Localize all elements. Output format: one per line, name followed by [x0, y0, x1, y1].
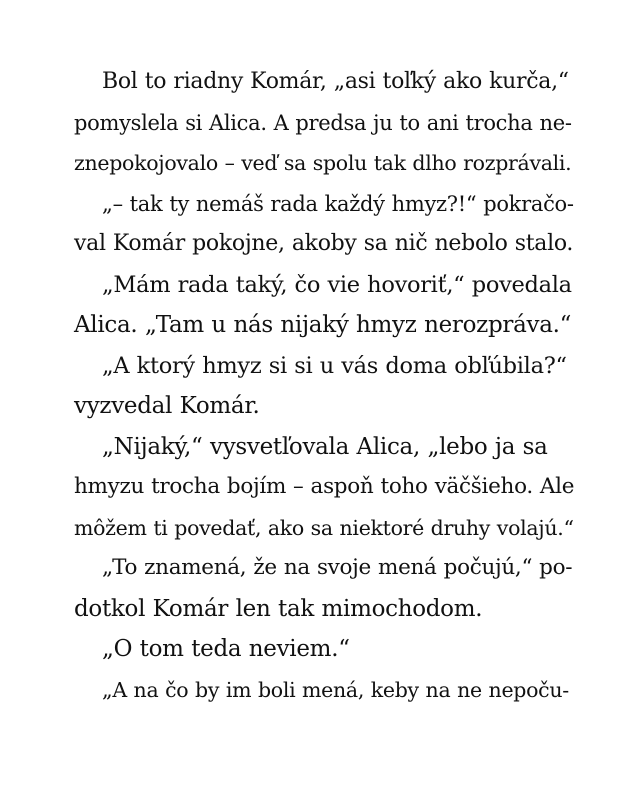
text-line-7: Alica. „Tam u nás nijaký hmyz nerozpráva.“	[74, 312, 572, 338]
text-line-12: môžem ti povedať, ako sa niektoré druhy volajú.“	[74, 515, 574, 540]
text-line-11: hmyzu trocha bojím – aspoň toho väčšieho. Ale	[74, 474, 575, 499]
text-line-8: „A ktorý hmyz si si u vás doma obľúbila?“	[102, 352, 567, 379]
text-line-3: znepokojovalo – veď sa spolu tak dlho rozprávali.	[74, 151, 572, 175]
text-line-6: „Mám rada taký, čo vie hovoriť,“ povedala	[102, 271, 572, 298]
text-line-14: dotkol Komár len tak mimochodom.	[74, 595, 483, 622]
text-line-4: „– tak ty nemáš rada každý hmyz?!“ pokračo-	[102, 191, 574, 216]
text-line-15: „O tom teda neviem.“	[102, 636, 350, 662]
text-line-9: vyzvedal Komár.	[74, 393, 260, 419]
text-line-16: „A na čo by im boli mená, keby na ne nepoču-	[102, 677, 569, 702]
text-line-2: pomyslela si Alica. A predsa ju to ani trocha ne-	[74, 110, 572, 135]
text-line-1: Bol to riadny Komár, „asi toľký ako kurča,“	[102, 69, 569, 94]
text-line-13: „To znamená, že na svoje mená počujú,“ po-	[102, 555, 573, 580]
text-line-10: „Nijaký,“ vysvetľovala Alica, „lebo ja sa	[102, 433, 548, 460]
page-text	[74, 62, 574, 710]
text-line-5: val Komár pokojne, akoby sa nič nebolo stalo.	[74, 231, 574, 256]
